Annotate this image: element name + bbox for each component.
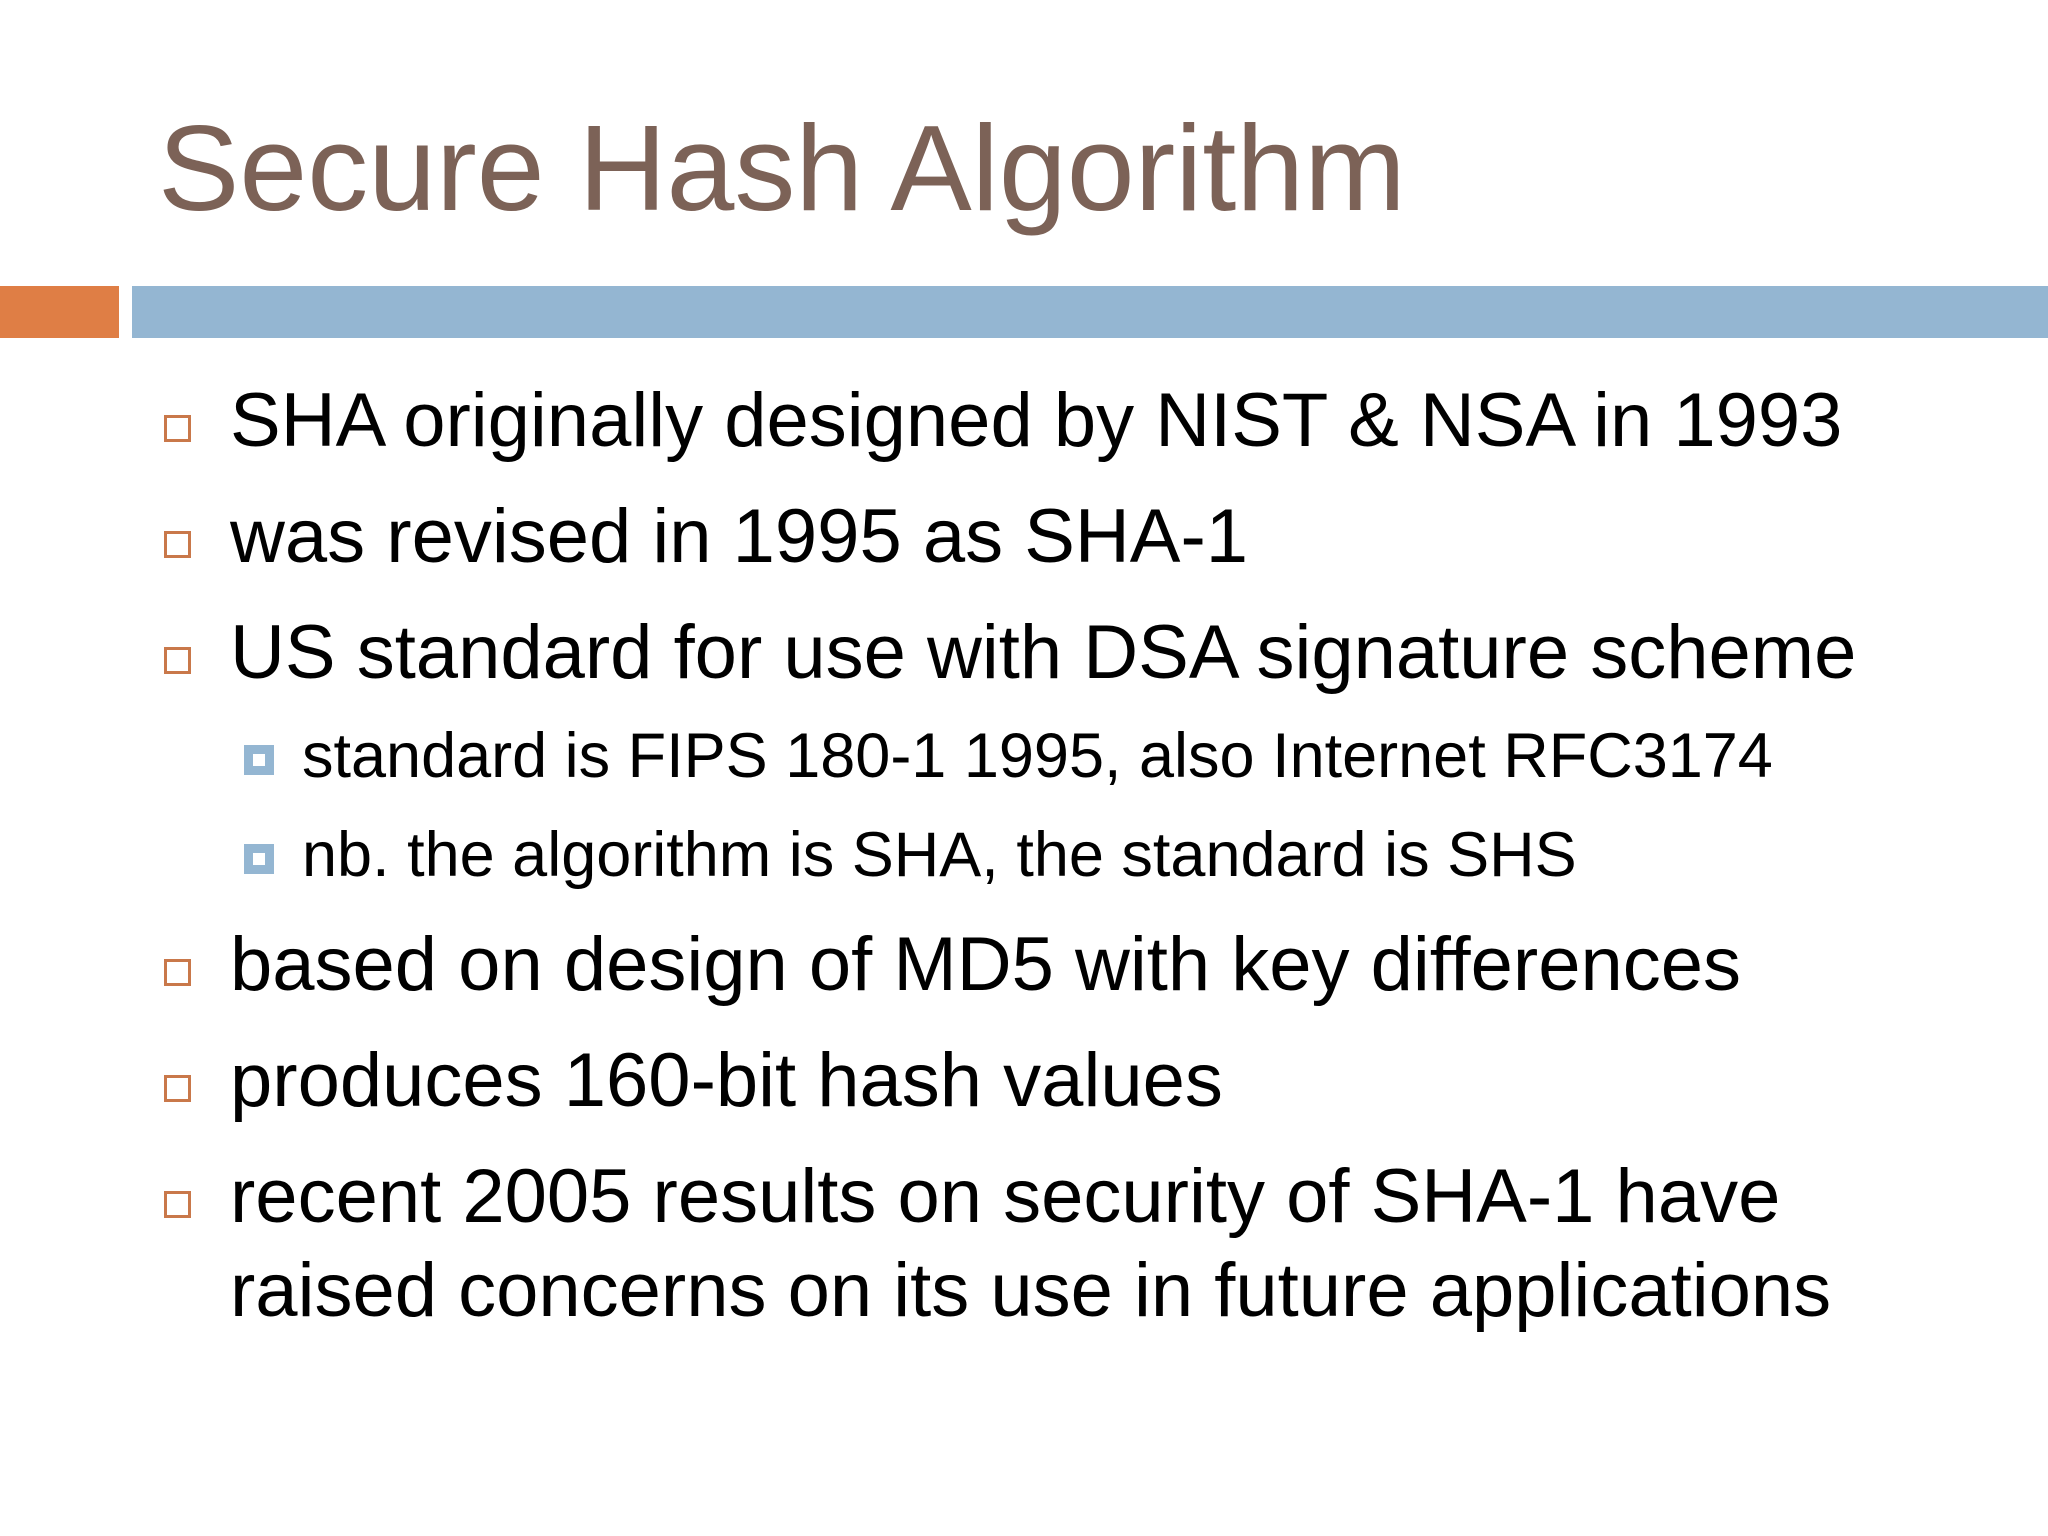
slide-title: Secure Hash Algorithm xyxy=(158,100,1406,236)
sub-bullet-text: standard is FIPS 180-1 1995, also Internet RFC3174 xyxy=(302,721,1773,791)
bullet-text: recent 2005 results on security of SHA-1 have xyxy=(230,1154,1781,1239)
bullet-item xyxy=(230,374,1842,468)
bullet-item xyxy=(230,1034,1223,1128)
bullet-text: SHA originally designed by NIST & NSA in 1993 xyxy=(230,378,1843,463)
square-bullet-icon xyxy=(164,1191,191,1218)
bullet-item xyxy=(230,918,1741,1012)
bullet-item xyxy=(230,490,1248,584)
sub-bullet-item xyxy=(302,716,1773,796)
sub-bullet-item xyxy=(302,815,1577,895)
square-sub-bullet-icon xyxy=(244,844,274,874)
bullet-text: produces 160-bit hash values xyxy=(230,1038,1223,1123)
square-bullet-icon xyxy=(164,647,191,674)
square-bullet-icon xyxy=(164,531,191,558)
bullet-item xyxy=(230,1150,1831,1338)
bullet-text: US standard for use with DSA signature scheme xyxy=(230,610,1857,695)
square-sub-bullet-icon xyxy=(244,745,274,775)
square-bullet-icon xyxy=(164,1075,191,1102)
square-bullet-icon xyxy=(164,959,191,986)
bullet-text-continuation: raised concerns on its use in future applications xyxy=(230,1248,1832,1333)
bullet-text: based on design of MD5 with key differences xyxy=(230,922,1742,1007)
bullet-text: was revised in 1995 as SHA-1 xyxy=(230,494,1249,579)
bullet-item xyxy=(230,606,1856,700)
sub-bullet-text: nb. the algorithm is SHA, the standard is SHS xyxy=(302,820,1577,890)
square-bullet-icon xyxy=(164,415,191,442)
